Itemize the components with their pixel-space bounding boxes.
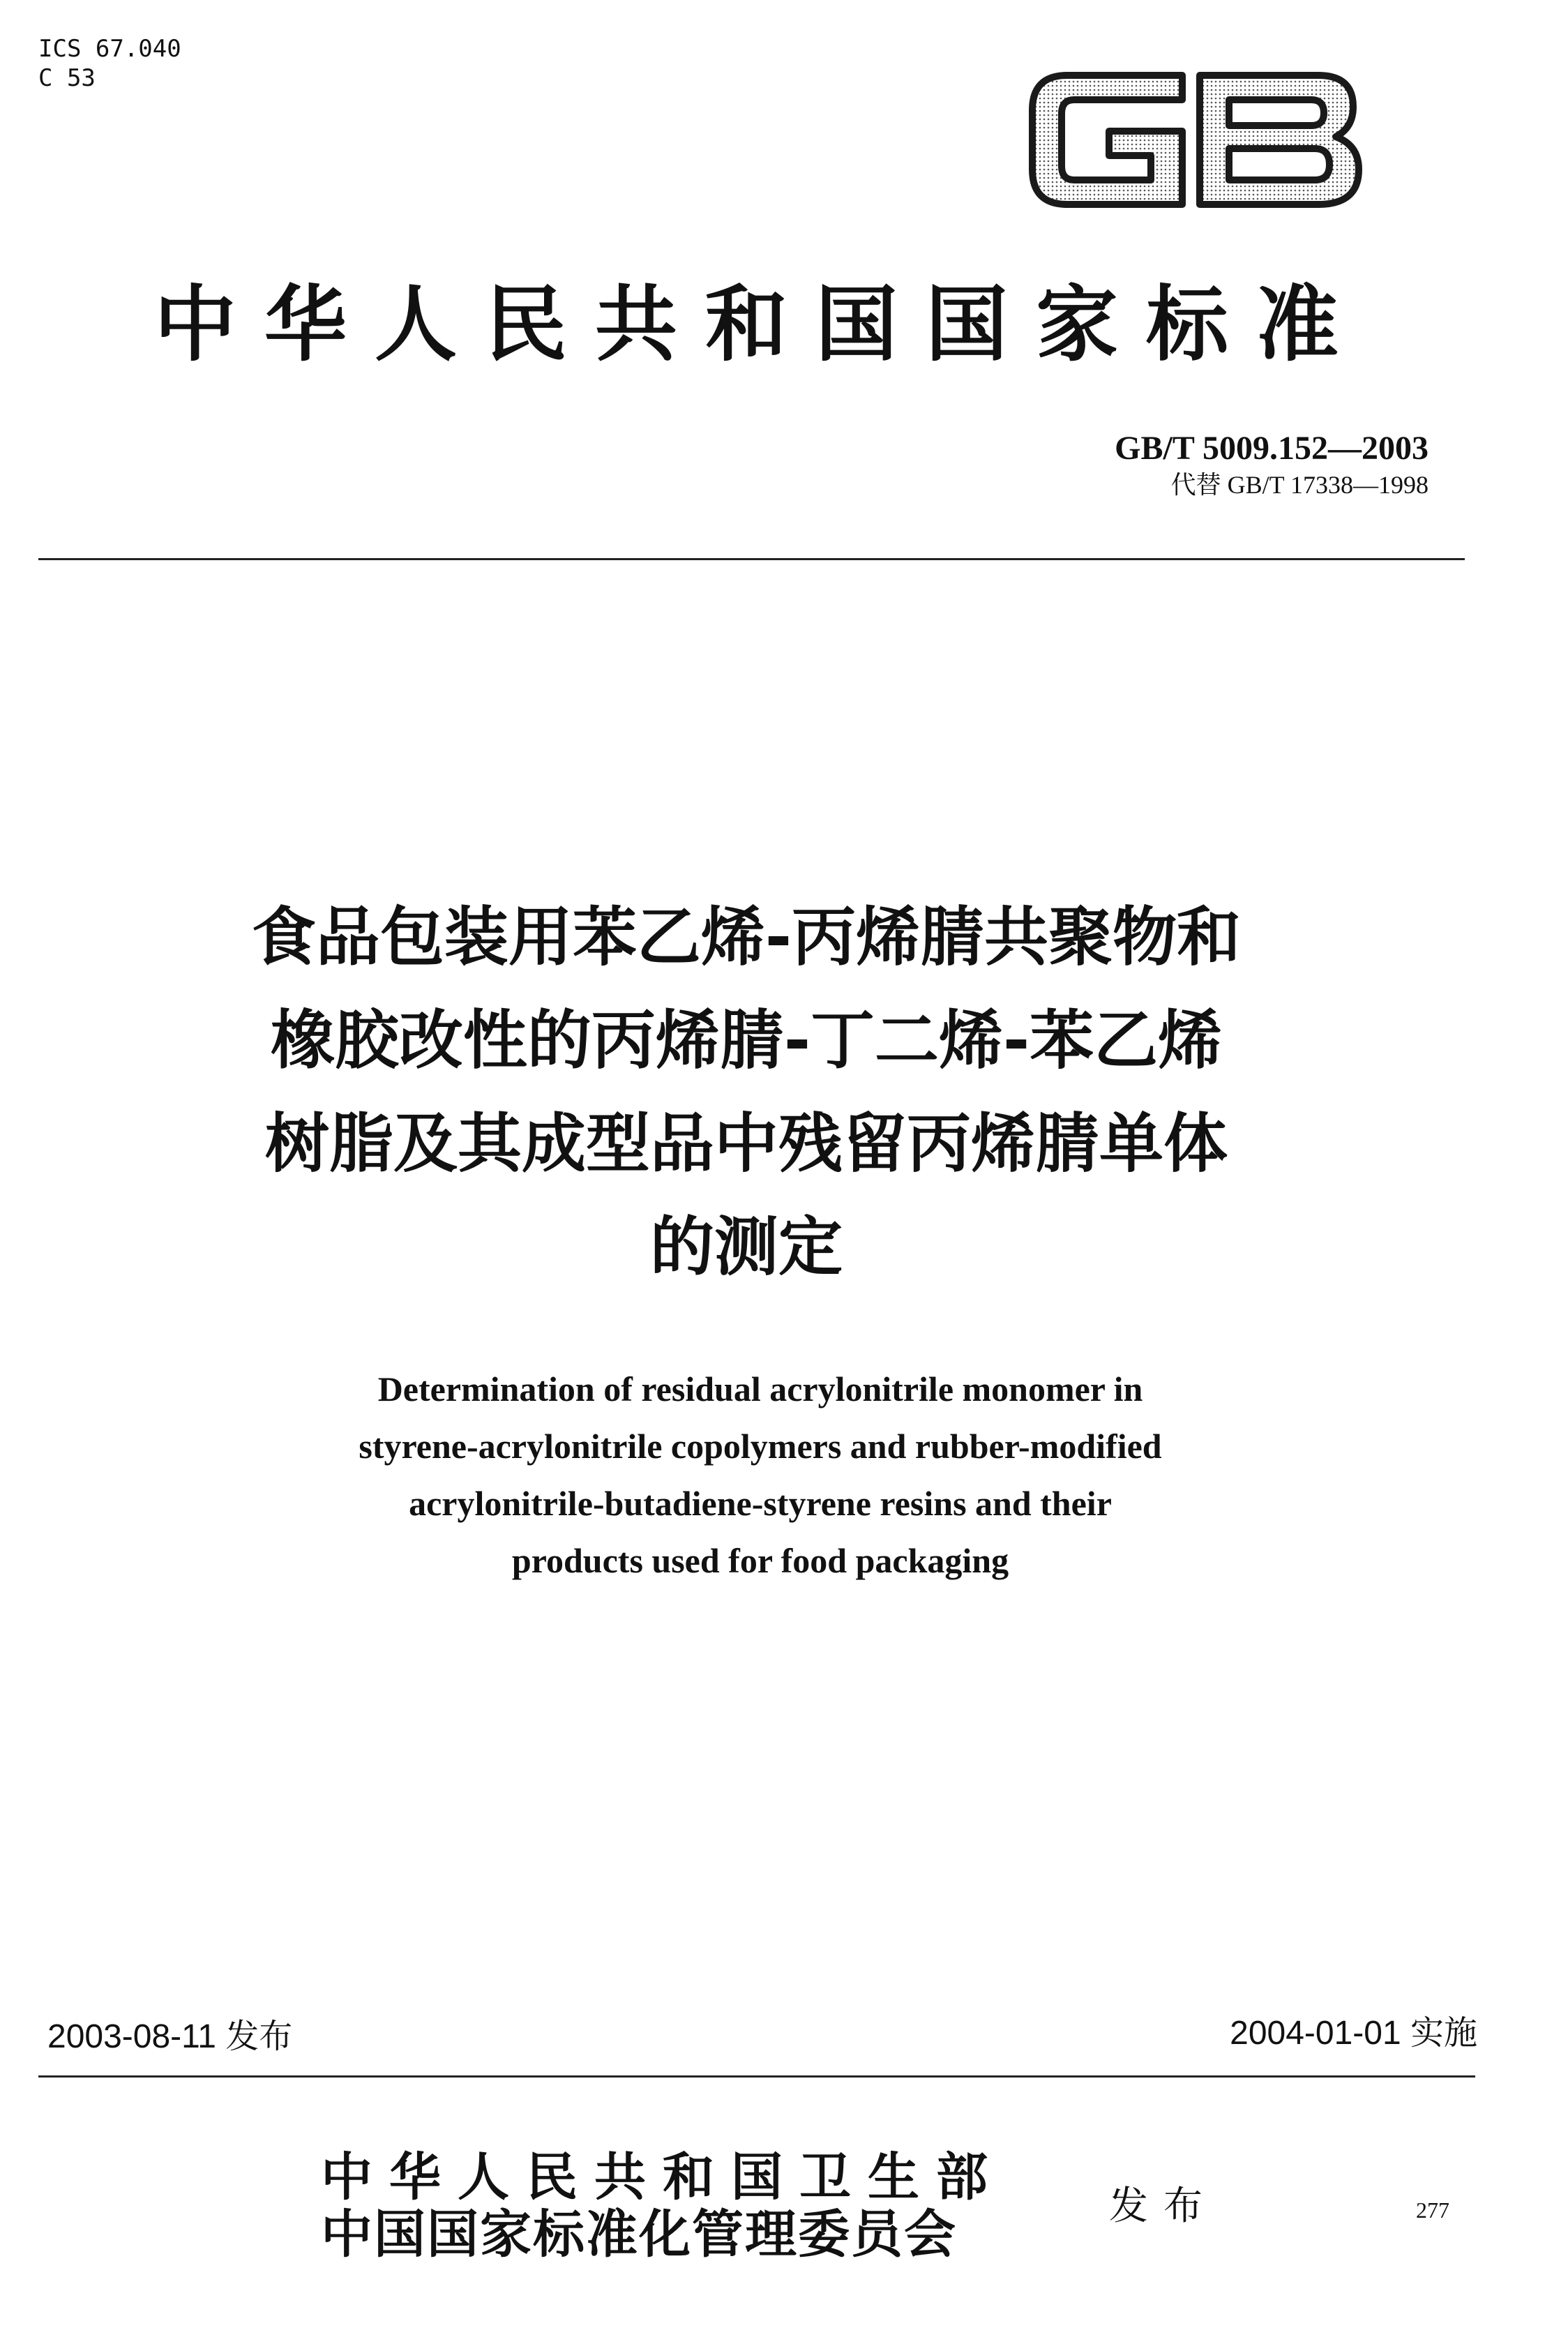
ics-code: ICS 67.040	[38, 35, 181, 63]
english-title-line: products used for food packaging	[511, 1541, 1009, 1580]
national-standard-title: 中华人民共和国国家标准	[153, 276, 1366, 373]
standard-number: GB/T 5009.152—2003	[1115, 430, 1428, 467]
gb-logo	[1025, 54, 1367, 222]
chinese-title-line: 的测定	[649, 1210, 843, 1284]
english-title-line: Determination of residual acrylonitrile monomer in	[377, 1369, 1143, 1408]
page-number: 277	[1416, 2198, 1449, 2223]
chinese-title-line: 橡胶改性的丙烯腈-丁二烯-苯乙烯	[270, 1003, 1223, 1078]
chinese-title-line: 树脂及其成型品中残留丙烯腈单体	[264, 1106, 1228, 1181]
publish-label: 发布	[1109, 2184, 1218, 2229]
ccs-code: C 53	[38, 64, 96, 92]
english-title-line: acrylonitrile-butadiene-styrene resins and their	[409, 1484, 1112, 1523]
chinese-title	[70, 886, 1423, 1299]
publisher-name: 中华人民共和国卫生部	[321, 2147, 1004, 2207]
english-title-line: styrene-acrylonitrile copolymers and rubber-modified	[359, 1427, 1162, 1466]
publisher-name: 中国国家标准化管理委员会	[321, 2204, 957, 2264]
english-title	[140, 1360, 1381, 1589]
replaced-standard: 代替 GB/T 17338—1998	[1170, 471, 1428, 499]
gb-logo-letter-b	[1200, 75, 1359, 204]
publisher-block	[321, 2149, 1004, 2263]
footer-divider	[38, 2075, 1475, 2078]
chinese-title-line: 食品包装用苯乙烯-丙烯腈共聚物和	[251, 900, 1242, 975]
gb-logo-letter-g	[1032, 75, 1182, 204]
issue-date: 2003-08-11 发布	[47, 2018, 293, 2055]
header-divider	[38, 558, 1465, 560]
implementation-date: 2004-01-01 实施	[1230, 2015, 1477, 2052]
